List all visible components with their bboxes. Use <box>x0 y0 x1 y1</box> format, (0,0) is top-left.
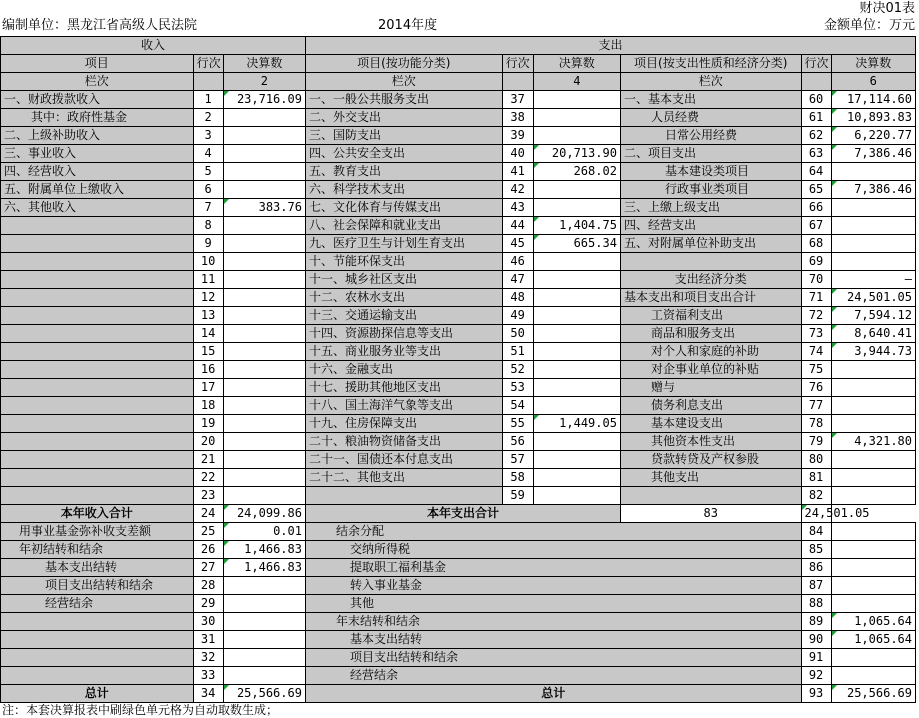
balance-amount: 1,065.64 <box>831 631 915 649</box>
grand-total-income-row-no: 34 <box>193 685 223 703</box>
econ-item: 日常公用经费 <box>620 127 801 145</box>
econ-item: 四、经营支出 <box>620 217 801 235</box>
func-row-no: 54 <box>502 397 533 415</box>
econ-row-no: 62 <box>801 127 831 145</box>
func-item: 九、医疗卫生与计划生育支出 <box>305 235 502 253</box>
func-row-no: 40 <box>502 145 533 163</box>
econ-amount: 4,321.80 <box>831 433 915 451</box>
balance-row-no: 90 <box>801 631 831 649</box>
econ-row-no: 65 <box>801 181 831 199</box>
income-amount <box>223 271 305 289</box>
balance-amount <box>831 667 915 685</box>
income-item: 经营结余 <box>1 595 194 613</box>
income-row-no: 17 <box>193 379 223 397</box>
income-row-no: 11 <box>193 271 223 289</box>
econ-row-no: 80 <box>801 451 831 469</box>
income-item: 基本支出结转 <box>1 559 194 577</box>
econ-row-no: 75 <box>801 361 831 379</box>
econ-row-no: 60 <box>801 91 831 109</box>
func-row-no: 42 <box>502 181 533 199</box>
func-row-no: 48 <box>502 289 533 307</box>
income-amount <box>223 361 305 379</box>
income-row-no: 21 <box>193 451 223 469</box>
balance-item: 提取职工福利基金 <box>305 559 801 577</box>
econ-item: 基本建设类项目 <box>620 163 801 181</box>
econ-row-no: 81 <box>801 469 831 487</box>
income-item <box>1 217 194 235</box>
col-econ-item: 项目(按支出性质和经济分类) <box>620 55 801 73</box>
income-item <box>1 451 194 469</box>
income-item <box>1 415 194 433</box>
grand-total-expense-value: 25,566.69 <box>831 685 915 703</box>
func-amount <box>533 433 620 451</box>
income-amount <box>223 289 305 307</box>
func-item <box>305 487 502 505</box>
income-item <box>1 631 194 649</box>
balance-item: 交纳所得税 <box>305 541 801 559</box>
func-item: 十七、援助其他地区支出 <box>305 379 502 397</box>
func-amount: 268.02 <box>533 163 620 181</box>
income-amount <box>223 163 305 181</box>
func-amount <box>533 397 620 415</box>
econ-amount: 7,386.46 <box>831 181 915 199</box>
total-expense-row-no: 83 <box>620 505 801 523</box>
econ-item: 支出经济分类 <box>620 271 801 289</box>
func-amount <box>533 271 620 289</box>
balance-item: 年末结转和结余 <box>305 613 801 631</box>
func-row-no: 41 <box>502 163 533 181</box>
func-item: 十三、交通运输支出 <box>305 307 502 325</box>
income-amount: 383.76 <box>223 199 305 217</box>
income-row-no: 6 <box>193 181 223 199</box>
income-item: 用事业基金弥补收支差额 <box>1 523 194 541</box>
income-row-no: 27 <box>193 559 223 577</box>
income-row-no: 15 <box>193 343 223 361</box>
grand-total-expense-row-no: 93 <box>801 685 831 703</box>
income-amount <box>223 631 305 649</box>
econ-amount: 24,501.05 <box>831 289 915 307</box>
econ-amount: 3,944.73 <box>831 343 915 361</box>
total-income-label: 本年收入合计 <box>1 505 194 523</box>
econ-amount <box>831 217 915 235</box>
econ-row-no: 76 <box>801 379 831 397</box>
income-row-no: 5 <box>193 163 223 181</box>
econ-row-no: 64 <box>801 163 831 181</box>
col-income-row: 行次 <box>193 55 223 73</box>
func-item: 十五、商业服务业等支出 <box>305 343 502 361</box>
econ-amount <box>831 379 915 397</box>
econ-amount: 10,893.83 <box>831 109 915 127</box>
econ-item: 一、基本支出 <box>620 91 801 109</box>
income-item: 项目支出结转和结余 <box>1 577 194 595</box>
func-row-no: 55 <box>502 415 533 433</box>
econ-item: 三、上缴上级支出 <box>620 199 801 217</box>
econ-row-no: 77 <box>801 397 831 415</box>
lanci-num-6: 6 <box>831 73 915 91</box>
col-func-item: 项目(按功能分类) <box>305 55 502 73</box>
grand-total-expense-label: 总计 <box>305 685 801 703</box>
header-expense: 支出 <box>305 37 915 55</box>
func-row-no: 53 <box>502 379 533 397</box>
econ-amount: 7,386.46 <box>831 145 915 163</box>
total-income-value: 24,099.86 <box>223 505 305 523</box>
income-amount: 0.01 <box>223 523 305 541</box>
income-row-no: 31 <box>193 631 223 649</box>
col-econ-amount: 决算数 <box>831 55 915 73</box>
income-item <box>1 469 194 487</box>
final-accounts-table <box>0 36 916 703</box>
balance-amount <box>831 523 915 541</box>
income-item <box>1 361 194 379</box>
income-amount <box>223 127 305 145</box>
econ-amount <box>831 253 915 271</box>
income-amount <box>223 217 305 235</box>
total-expense-value: 24,501.05 <box>801 505 831 523</box>
func-amount <box>533 325 620 343</box>
func-item: 六、科学技术支出 <box>305 181 502 199</box>
econ-item: 行政事业类项目 <box>620 181 801 199</box>
balance-row-no: 92 <box>801 667 831 685</box>
func-item: 二十一、国债还本付息支出 <box>305 451 502 469</box>
balance-item: 转入事业基金 <box>305 577 801 595</box>
income-item <box>1 487 194 505</box>
econ-row-no: 68 <box>801 235 831 253</box>
balance-row-no: 86 <box>801 559 831 577</box>
func-item: 二十二、其他支出 <box>305 469 502 487</box>
func-item: 七、文化体育与传媒支出 <box>305 199 502 217</box>
income-item <box>1 253 194 271</box>
income-row-no: 25 <box>193 523 223 541</box>
func-item: 二、外交支出 <box>305 109 502 127</box>
income-row-no: 22 <box>193 469 223 487</box>
econ-item <box>620 253 801 271</box>
income-amount <box>223 451 305 469</box>
income-amount <box>223 343 305 361</box>
econ-row-no: 78 <box>801 415 831 433</box>
func-item: 十四、资源勘探信息等支出 <box>305 325 502 343</box>
balance-row-no: 85 <box>801 541 831 559</box>
func-amount: 1,404.75 <box>533 217 620 235</box>
func-amount <box>533 451 620 469</box>
income-item: 五、附属单位上缴收入 <box>1 181 194 199</box>
income-row-no: 18 <box>193 397 223 415</box>
income-amount <box>223 433 305 451</box>
func-item: 十、节能环保支出 <box>305 253 502 271</box>
func-row-no: 49 <box>502 307 533 325</box>
income-row-no: 28 <box>193 577 223 595</box>
income-item <box>1 613 194 631</box>
income-row-no: 4 <box>193 145 223 163</box>
income-amount <box>223 577 305 595</box>
balance-row-no: 88 <box>801 595 831 613</box>
func-amount <box>533 487 620 505</box>
income-amount <box>223 397 305 415</box>
lanci-econ: 栏次 <box>620 73 801 91</box>
col-func-row: 行次 <box>502 55 533 73</box>
func-item: 十九、住房保障支出 <box>305 415 502 433</box>
income-row-no: 19 <box>193 415 223 433</box>
econ-item: 对个人和家庭的补助 <box>620 343 801 361</box>
func-amount <box>533 289 620 307</box>
func-row-no: 37 <box>502 91 533 109</box>
econ-row-no: 72 <box>801 307 831 325</box>
func-row-no: 43 <box>502 199 533 217</box>
econ-amount <box>831 397 915 415</box>
amount-unit: 金额单位：万元 <box>823 18 915 33</box>
income-row-no: 20 <box>193 433 223 451</box>
econ-item: 基本支出和项目支出合计 <box>620 289 801 307</box>
func-amount: 665.34 <box>533 235 620 253</box>
func-row-no: 59 <box>502 487 533 505</box>
balance-amount: 1,065.64 <box>831 613 915 631</box>
balance-amount <box>831 649 915 667</box>
func-amount <box>533 361 620 379</box>
econ-amount <box>831 469 915 487</box>
income-row-no: 12 <box>193 289 223 307</box>
balance-item: 经营结余 <box>305 667 801 685</box>
income-item <box>1 307 194 325</box>
income-item <box>1 433 194 451</box>
balance-row-no: 87 <box>801 577 831 595</box>
econ-item: 商品和服务支出 <box>620 325 801 343</box>
econ-row-no: 63 <box>801 145 831 163</box>
col-income-amount: 决算数 <box>223 55 305 73</box>
income-amount <box>223 325 305 343</box>
func-row-no: 50 <box>502 325 533 343</box>
income-item <box>1 289 194 307</box>
func-row-no: 58 <box>502 469 533 487</box>
income-amount <box>223 109 305 127</box>
econ-item: 其他支出 <box>620 469 801 487</box>
econ-amount <box>831 361 915 379</box>
balance-item: 项目支出结转和结余 <box>305 649 801 667</box>
balance-item: 其他 <box>305 595 801 613</box>
balance-item: 基本支出结转 <box>305 631 801 649</box>
func-item: 五、教育支出 <box>305 163 502 181</box>
income-row-no: 23 <box>193 487 223 505</box>
func-item: 十一、城乡社区支出 <box>305 271 502 289</box>
econ-row-no: 67 <box>801 217 831 235</box>
lanci-num-4: 4 <box>533 73 620 91</box>
col-econ-row: 行次 <box>801 55 831 73</box>
econ-item: 贷款转贷及产权参股 <box>620 451 801 469</box>
econ-amount: 6,220.77 <box>831 127 915 145</box>
func-amount <box>533 469 620 487</box>
col-income-item: 项目 <box>1 55 194 73</box>
func-row-no: 56 <box>502 433 533 451</box>
income-amount <box>223 415 305 433</box>
income-row-no: 3 <box>193 127 223 145</box>
income-item: 年初结转和结余 <box>1 541 194 559</box>
econ-amount <box>831 415 915 433</box>
func-amount <box>533 127 620 145</box>
econ-item: 对企事业单位的补贴 <box>620 361 801 379</box>
col-func-amount: 决算数 <box>533 55 620 73</box>
total-income-row-no: 24 <box>193 505 223 523</box>
income-amount <box>223 379 305 397</box>
org-name: 编制单位：黑龙江省高级人民法院 <box>2 18 198 33</box>
income-amount <box>223 649 305 667</box>
func-amount <box>533 199 620 217</box>
func-row-no: 57 <box>502 451 533 469</box>
income-row-no: 33 <box>193 667 223 685</box>
func-item: 十六、金融支出 <box>305 361 502 379</box>
income-row-no: 26 <box>193 541 223 559</box>
income-amount: 1,466.83 <box>223 541 305 559</box>
income-row-no: 16 <box>193 361 223 379</box>
total-expense-label: 本年支出合计 <box>305 505 620 523</box>
func-item: 三、国防支出 <box>305 127 502 145</box>
econ-amount <box>831 199 915 217</box>
econ-amount <box>831 487 915 505</box>
func-row-no: 45 <box>502 235 533 253</box>
func-amount <box>533 307 620 325</box>
econ-row-no: 61 <box>801 109 831 127</box>
income-row-no: 2 <box>193 109 223 127</box>
econ-row-no: 74 <box>801 343 831 361</box>
func-amount: 1,449.05 <box>533 415 620 433</box>
income-row-no: 30 <box>193 613 223 631</box>
balance-amount <box>831 595 915 613</box>
header-income: 收入 <box>1 37 306 55</box>
func-row-no: 38 <box>502 109 533 127</box>
income-amount: 23,716.09 <box>223 91 305 109</box>
report-year: 2014年度 <box>378 18 438 33</box>
income-item: 四、经营收入 <box>1 163 194 181</box>
econ-amount: 17,114.60 <box>831 91 915 109</box>
income-item <box>1 667 194 685</box>
func-amount <box>533 91 620 109</box>
func-amount <box>533 109 620 127</box>
income-row-no: 9 <box>193 235 223 253</box>
econ-item: 债务利息支出 <box>620 397 801 415</box>
econ-item: 人员经费 <box>620 109 801 127</box>
econ-row-no: 71 <box>801 289 831 307</box>
econ-item: 工资福利支出 <box>620 307 801 325</box>
func-item: 八、社会保障和就业支出 <box>305 217 502 235</box>
form-id: 财决01表 <box>859 1 915 16</box>
income-row-no: 29 <box>193 595 223 613</box>
econ-item: 其他资本性支出 <box>620 433 801 451</box>
econ-amount: 7,594.12 <box>831 307 915 325</box>
econ-item: 五、对附属单位补助支出 <box>620 235 801 253</box>
income-item <box>1 235 194 253</box>
income-item <box>1 379 194 397</box>
func-item: 四、公共安全支出 <box>305 145 502 163</box>
func-amount <box>533 181 620 199</box>
balance-row-no: 89 <box>801 613 831 631</box>
income-item: 其中：政府性基金 <box>1 109 194 127</box>
econ-item: 基本建设支出 <box>620 415 801 433</box>
lanci-num-2: 2 <box>223 73 305 91</box>
func-row-no: 52 <box>502 361 533 379</box>
income-item <box>1 343 194 361</box>
econ-amount: 8,640.41 <box>831 325 915 343</box>
econ-amount <box>831 163 915 181</box>
func-item: 十八、国土海洋气象等支出 <box>305 397 502 415</box>
income-amount <box>223 235 305 253</box>
econ-row-no: 69 <box>801 253 831 271</box>
econ-item: 二、项目支出 <box>620 145 801 163</box>
income-item <box>1 325 194 343</box>
func-row-no: 46 <box>502 253 533 271</box>
income-amount: 1,466.83 <box>223 559 305 577</box>
func-item: 一、一般公共服务支出 <box>305 91 502 109</box>
econ-amount: — <box>831 271 915 289</box>
income-amount <box>223 469 305 487</box>
lanci-income: 栏次 <box>1 73 194 91</box>
income-amount <box>223 595 305 613</box>
income-row-no: 13 <box>193 307 223 325</box>
econ-item <box>620 487 801 505</box>
func-amount: 20,713.90 <box>533 145 620 163</box>
income-amount <box>223 307 305 325</box>
income-amount <box>223 145 305 163</box>
grand-total-income-label: 总计 <box>1 685 194 703</box>
income-amount <box>223 613 305 631</box>
balance-row-no: 91 <box>801 649 831 667</box>
func-row-no: 47 <box>502 271 533 289</box>
func-row-no: 51 <box>502 343 533 361</box>
econ-amount <box>831 451 915 469</box>
balance-item: 结余分配 <box>305 523 801 541</box>
income-amount <box>223 487 305 505</box>
econ-item: 赠与 <box>620 379 801 397</box>
income-item: 二、上级补助收入 <box>1 127 194 145</box>
income-item <box>1 271 194 289</box>
econ-row-no: 79 <box>801 433 831 451</box>
func-amount <box>533 253 620 271</box>
income-row-no: 32 <box>193 649 223 667</box>
func-row-no: 39 <box>502 127 533 145</box>
balance-amount <box>831 559 915 577</box>
income-item <box>1 397 194 415</box>
income-amount <box>223 253 305 271</box>
income-amount <box>223 667 305 685</box>
income-amount <box>223 181 305 199</box>
footnote: 注：本套决算报表中刷绿色单元格为自动取数生成； <box>2 703 279 717</box>
income-row-no: 10 <box>193 253 223 271</box>
income-item: 六、其他收入 <box>1 199 194 217</box>
func-item: 二十、粮油物资储备支出 <box>305 433 502 451</box>
income-item: 一、财政拨款收入 <box>1 91 194 109</box>
func-amount <box>533 379 620 397</box>
income-row-no: 14 <box>193 325 223 343</box>
func-row-no: 44 <box>502 217 533 235</box>
income-item: 三、事业收入 <box>1 145 194 163</box>
econ-row-no: 70 <box>801 271 831 289</box>
econ-row-no: 66 <box>801 199 831 217</box>
income-row-no: 7 <box>193 199 223 217</box>
income-row-no: 8 <box>193 217 223 235</box>
grand-total-income-value: 25,566.69 <box>223 685 305 703</box>
balance-row-no: 84 <box>801 523 831 541</box>
lanci-func: 栏次 <box>305 73 502 91</box>
econ-row-no: 82 <box>801 487 831 505</box>
balance-amount <box>831 541 915 559</box>
func-item: 十二、农林水支出 <box>305 289 502 307</box>
func-amount <box>533 343 620 361</box>
income-row-no: 1 <box>193 91 223 109</box>
balance-amount <box>831 577 915 595</box>
income-item <box>1 649 194 667</box>
econ-row-no: 73 <box>801 325 831 343</box>
econ-amount <box>831 235 915 253</box>
